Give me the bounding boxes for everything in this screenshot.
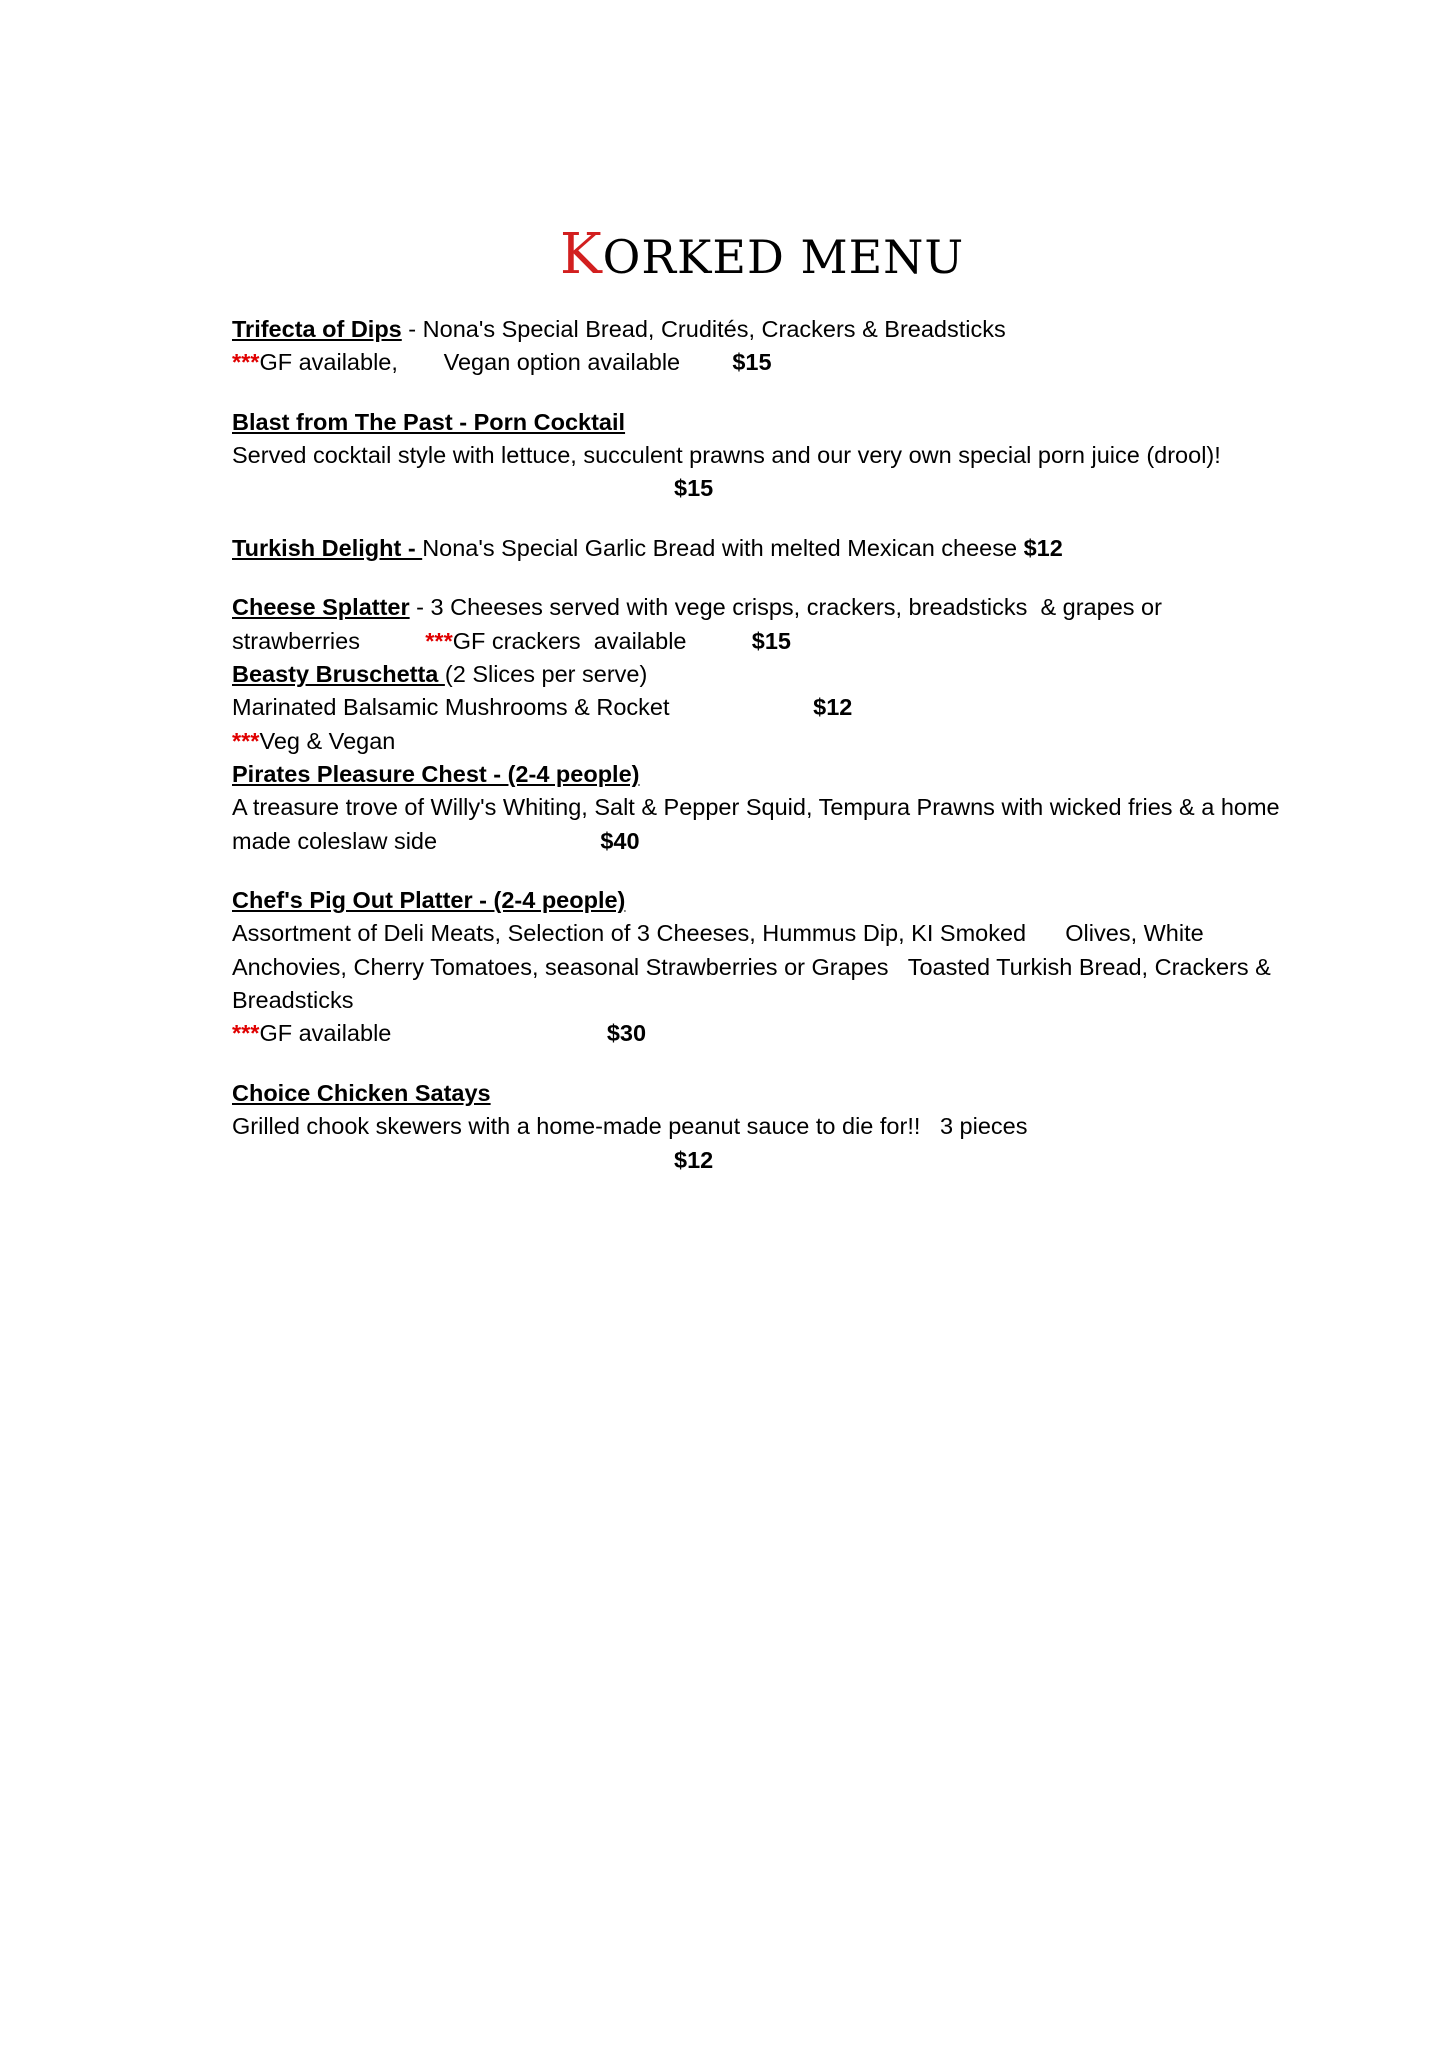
item-description-line bbox=[232, 625, 1382, 658]
gf-asterisks: *** bbox=[232, 1020, 260, 1047]
menu-item-pirates-pleasure-chest bbox=[232, 758, 1382, 858]
item-note-text: GF available, bbox=[259, 349, 398, 376]
gf-asterisks: *** bbox=[425, 627, 453, 654]
menu-item-cheese-splatter bbox=[232, 591, 1382, 658]
veg-asterisks: *** bbox=[232, 727, 260, 754]
item-heading-line bbox=[232, 758, 1382, 791]
item-name: Trifecta of Dips bbox=[232, 316, 402, 342]
item-description-line bbox=[232, 691, 1382, 724]
item-description-line-1: Assortment of Deli Meats, Selection of 3 Cheeses, Hummus Dip, KI Smoked Olives, White bbox=[232, 920, 1204, 947]
item-price: $40 bbox=[600, 827, 640, 854]
item-price: $12 bbox=[1023, 534, 1063, 561]
spacer bbox=[437, 828, 600, 854]
spacer2 bbox=[680, 349, 732, 375]
spacer bbox=[391, 1020, 606, 1046]
item-price: $15 bbox=[751, 627, 792, 654]
item-description: Served cocktail style with lettuce, succulent prawns and our very own special porn juice (drool)! bbox=[232, 442, 1221, 469]
item-description: Marinated Balsamic Mushrooms & Rocket bbox=[232, 694, 670, 721]
gf-asterisks: *** bbox=[232, 349, 260, 376]
item-heading-line bbox=[232, 591, 1382, 624]
item-description-line-2: Anchovies, Cherry Tomatoes, seasonal Strawberries or Grapes Toasted Turkish Bread, Crackers & bbox=[232, 953, 1271, 980]
menu-item-blast-from-the-past bbox=[232, 406, 1382, 506]
title-text: ORKED MENU bbox=[602, 230, 965, 284]
item-price: $15 bbox=[674, 475, 714, 502]
item-name: Choice Chicken Satays bbox=[232, 1079, 491, 1106]
item-description-line-1: A treasure trove of Willy's Whiting, Salt & Pepper Squid, Tempura Prawns with wicked fries & a home bbox=[232, 794, 1280, 821]
item-name-suffix: - Nona's Special Bread, Crudités, Crackers & Breadsticks bbox=[401, 316, 1006, 342]
item-description: Grilled chook skewers with a home-made peanut sauce to die for!! 3 pieces bbox=[232, 1113, 1028, 1140]
item-description: strawberries bbox=[232, 627, 360, 654]
item-note-text: Veg & Vegan bbox=[259, 727, 396, 754]
item-price: $30 bbox=[606, 1020, 647, 1047]
menu-item-choice-chicken-satays bbox=[232, 1077, 1382, 1177]
page-title bbox=[232, 222, 1382, 287]
item-name: Blast from The Past - Porn Cocktail bbox=[232, 408, 626, 435]
spacer bbox=[398, 349, 444, 375]
item-name: Turkish Delight - bbox=[232, 534, 423, 561]
item-name: Beasty Bruschetta bbox=[232, 660, 445, 687]
item-price: $15 bbox=[732, 349, 772, 376]
item-heading-line bbox=[232, 313, 1382, 346]
item-heading-line bbox=[232, 884, 1382, 917]
item-heading-line bbox=[232, 658, 1382, 691]
menu-item-turkish-delight bbox=[232, 532, 1382, 565]
item-note-text: GF crackers available bbox=[452, 627, 687, 654]
item-description-line-2 bbox=[232, 825, 1382, 858]
item-note-line bbox=[232, 725, 1382, 758]
item-name-suffix: - 3 Cheeses served with vege crisps, crackers, breadsticks & grapes or bbox=[409, 594, 1162, 621]
menu-item-trifecta-of-dips bbox=[232, 313, 1382, 380]
spacer bbox=[360, 628, 425, 654]
item-name: Pirates Pleasure Chest - (2-4 people) bbox=[232, 760, 640, 787]
item-note-line bbox=[232, 346, 1382, 379]
item-extra-note: Vegan option available bbox=[443, 349, 681, 376]
menu-item-beasty-bruschetta bbox=[232, 658, 1382, 758]
item-description-text: made coleslaw side bbox=[232, 827, 438, 854]
spacer2 bbox=[687, 628, 752, 654]
menu-content bbox=[232, 222, 1382, 1203]
item-note-text: GF available bbox=[259, 1020, 392, 1047]
spacer bbox=[670, 694, 814, 720]
item-name: Chef's Pig Out Platter - (2-4 people) bbox=[232, 887, 626, 914]
item-heading-line bbox=[232, 532, 1382, 565]
item-heading-line bbox=[232, 1077, 1382, 1110]
item-price: $12 bbox=[674, 1146, 714, 1173]
menu-item-chefs-pig-out-platter bbox=[232, 884, 1382, 1051]
item-note-line bbox=[232, 1017, 1382, 1050]
item-name-suffix: Nona's Special Garlic Bread with melted Mexican cheese bbox=[422, 534, 1024, 561]
item-heading-line bbox=[232, 406, 1382, 439]
item-name-suffix: (2 Slices per serve) bbox=[444, 660, 648, 687]
title-drop-cap: K bbox=[559, 222, 603, 287]
item-name: Cheese Splatter bbox=[232, 594, 410, 621]
item-description-line-3: Breadsticks bbox=[232, 987, 354, 1014]
item-price: $12 bbox=[813, 694, 853, 721]
